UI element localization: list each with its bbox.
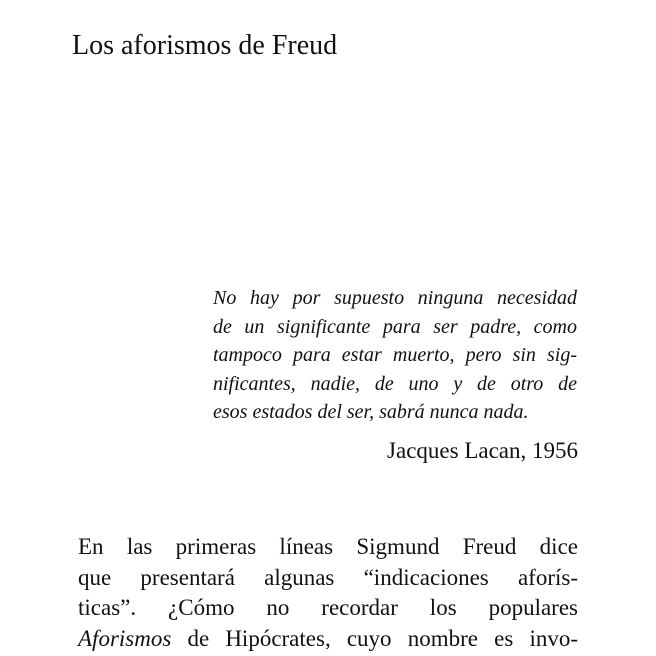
epigraph-line: No hay por supuesto ninguna necesidad [213,287,577,309]
chapter-title: Los aforismos de Freud [72,30,338,61]
body-line [78,624,578,655]
epigraph-line: esos estados del ser, sabrá nunca nada. [213,401,529,423]
epigraph-line: nificantes, nadie, de uno y de otro de [213,372,577,395]
epigraph-line: tampoco para estar muerto, pero sin sig- [213,344,577,366]
body-paragraph [78,532,578,654]
body-line: En las primeras líneas Sigmund Freud dice [78,534,578,559]
italic-title: Aforismos [78,625,172,651]
epigraph-quote [213,284,577,427]
body-line: que presentará algunas “indicaciones aforís- [78,564,578,590]
epigraph-line: de un significante para ser padre, como [213,315,577,338]
epigraph-attribution: Jacques Lacan, 1956 [387,438,578,463]
body-line: ticas”. ¿Cómo no recordar los populares [78,595,578,620]
body-line-rest: de Hipócrates, cuyo nombre es invo- [171,625,578,651]
